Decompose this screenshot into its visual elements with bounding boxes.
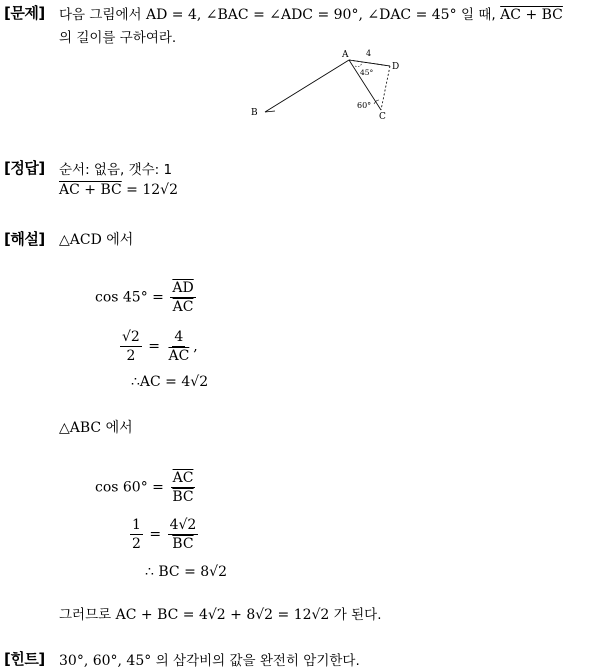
- equals-sign: =: [149, 526, 162, 543]
- problem-target: AC + BC: [500, 7, 563, 23]
- equation-root2-over-2: [118, 329, 198, 364]
- point-b: B: [251, 108, 258, 118]
- angle-arc-45: [355, 62, 362, 67]
- equation-cos45-lhs: cos 45° =: [95, 289, 164, 306]
- problem-line-1: [59, 3, 563, 23]
- hint-label: [힌트]: [4, 650, 45, 668]
- fraction-denominator: BC: [172, 489, 194, 505]
- fraction-root2-2: [120, 329, 142, 364]
- solution-label: [해설]: [4, 230, 45, 248]
- fraction-numerator: 1: [132, 517, 141, 533]
- point-c: C: [379, 112, 386, 122]
- fraction-denominator: BC: [172, 536, 194, 552]
- solution-conclusion: [59, 603, 382, 623]
- fraction-denominator: 2: [126, 348, 136, 364]
- solution-intro-1: △ACD 에서: [59, 232, 134, 248]
- conclusion-math: AC + BC = 4√2 + 8√2 = 12√2: [115, 607, 330, 623]
- fraction-ad-ac: [170, 280, 195, 315]
- fraction-denominator: AC: [172, 299, 194, 315]
- problem-prefix: 다음 그림에서: [59, 7, 142, 23]
- answer-line-2: [59, 182, 178, 198]
- fraction-denominator: 2: [132, 536, 141, 552]
- segment-ad-solid: [349, 60, 390, 66]
- fraction-numerator: 4√2: [169, 517, 197, 533]
- equation-cos60-lhs: cos 60° =: [95, 479, 164, 496]
- fraction-numerator: $\overline{AC}$: [172, 470, 194, 486]
- comma: ,: [193, 338, 198, 355]
- fraction-4-ac: [166, 329, 191, 364]
- angle-label-60: 60°: [357, 101, 372, 110]
- fraction-1-2: [130, 517, 143, 552]
- hint-line: [59, 649, 360, 669]
- segment-dc: [381, 66, 390, 110]
- answer-rhs: = 12√2: [126, 182, 178, 198]
- answer-line-1: 순서: 없음, 갯수: 1: [59, 162, 173, 178]
- equals-sign: =: [148, 338, 161, 355]
- hint-angles: 30°, 60°, 45°: [59, 653, 152, 669]
- angle-label-45: 45°: [360, 68, 374, 77]
- segment-ab: [265, 60, 349, 112]
- fraction-numerator: $\overline{AD}$: [172, 280, 194, 296]
- equation-bc-result: ∴ BC = 8√2: [145, 564, 227, 580]
- fraction-numerator: 4: [174, 329, 184, 345]
- fraction-numerator: √2: [122, 329, 140, 345]
- equation-half: [128, 517, 200, 552]
- equation-cos45: [95, 280, 198, 315]
- conclusion-suffix: 가 된다.: [333, 607, 382, 623]
- point-d: D: [392, 62, 400, 72]
- problem-line-2: 의 길이를 구하여라.: [59, 30, 177, 46]
- equation-ac-result: ∴AC = 4√2: [131, 374, 209, 390]
- answer-label: [정답]: [4, 159, 45, 177]
- problem-condition: AD = 4, ∠BAC = ∠ADC = 90°, ∠DAC = 45°: [146, 7, 457, 23]
- solution-intro-2: △ABC 에서: [59, 420, 133, 436]
- answer-lhs: AC + BC: [59, 182, 122, 198]
- geometry-figure: [245, 44, 420, 124]
- equation-cos60: [95, 470, 198, 505]
- fraction-ac-bc: [170, 470, 195, 505]
- conclusion-prefix: 그러므로: [59, 607, 112, 623]
- fraction-denominator: AC: [168, 348, 190, 364]
- problem-label: [문제]: [4, 4, 45, 22]
- length-ad: 4: [366, 49, 372, 58]
- problem-suffix: 일 때,: [461, 7, 496, 23]
- hint-text: 의 삼각비의 값을 완전히 암기한다.: [155, 653, 360, 669]
- fraction-4root2-bc: [168, 517, 199, 552]
- point-a: A: [342, 50, 349, 60]
